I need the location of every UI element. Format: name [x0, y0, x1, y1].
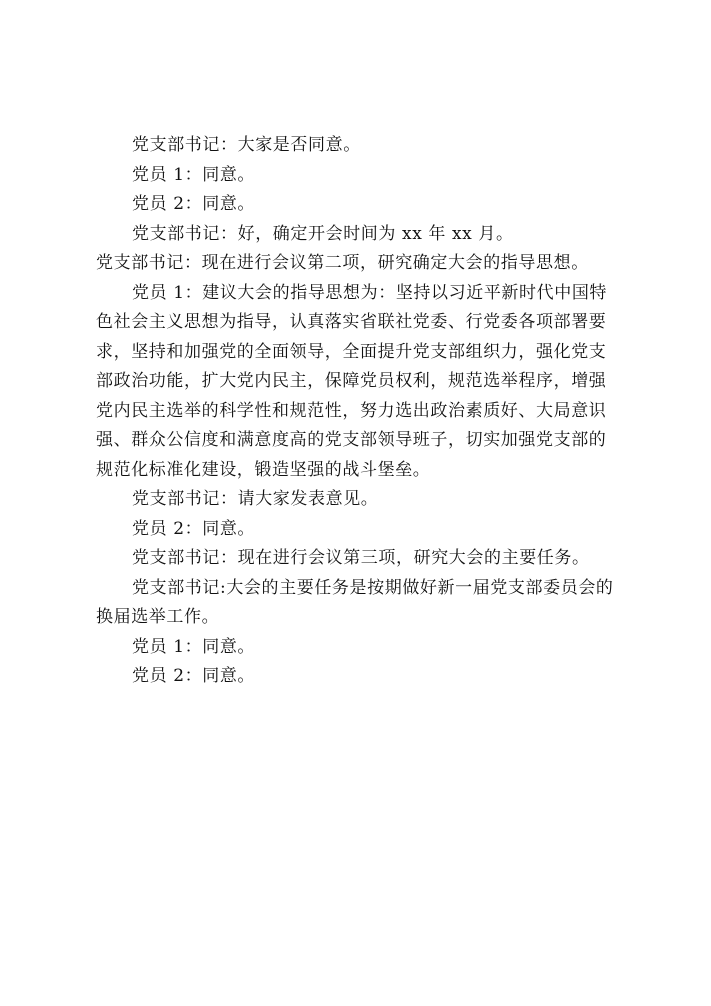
- paragraph-4: 党支部书记：好，确定开会时间为 xx 年 xx 月。: [132, 223, 514, 244]
- paragraph-7: 党支部书记：请大家发表意见。: [132, 489, 379, 509]
- document-body: [96, 131, 616, 692]
- paragraph-5: 党支部书记：现在进行会议第二项，研究确定大会的指导思想。: [96, 253, 589, 273]
- paragraph-10: 党支部书记:大会的主要任务是按期做好新一届党支部委员会的换届选举工作。: [96, 577, 614, 627]
- paragraph-2: 党员 1：同意。: [132, 164, 256, 185]
- paragraph-11: 党员 1：同意。: [132, 636, 256, 657]
- paragraph-6: 党员 1：建议大会的指导思想为：坚持以习近平新时代中国特色社会主义思想为指导，认真落实省联社党委、行党委各项部署要求，坚持和加强党的全面领导，全面提升党支部组织力，强化党支部政治功能，扩大党内民主，保障党员权利，规范选举程序，增强党内民主选举的科学性和规范性，努力选出政治素质好、大局意识强、群众公信度和满意度高的党支部领导班子，切实加强党支部的规范化标准化建设，锻造坚强的战斗堡垒。: [96, 282, 608, 480]
- paragraph-3: 党员 2：同意。: [132, 194, 256, 214]
- paragraph-8: 党员 2：同意。: [132, 518, 256, 539]
- paragraph-1: 党支部书记：大家是否同意。: [132, 135, 361, 155]
- paragraph-9: 党支部书记：现在进行会议第三项，研究大会的主要任务。: [132, 548, 590, 568]
- paragraph-12: 党员 2：同意。: [132, 666, 256, 686]
